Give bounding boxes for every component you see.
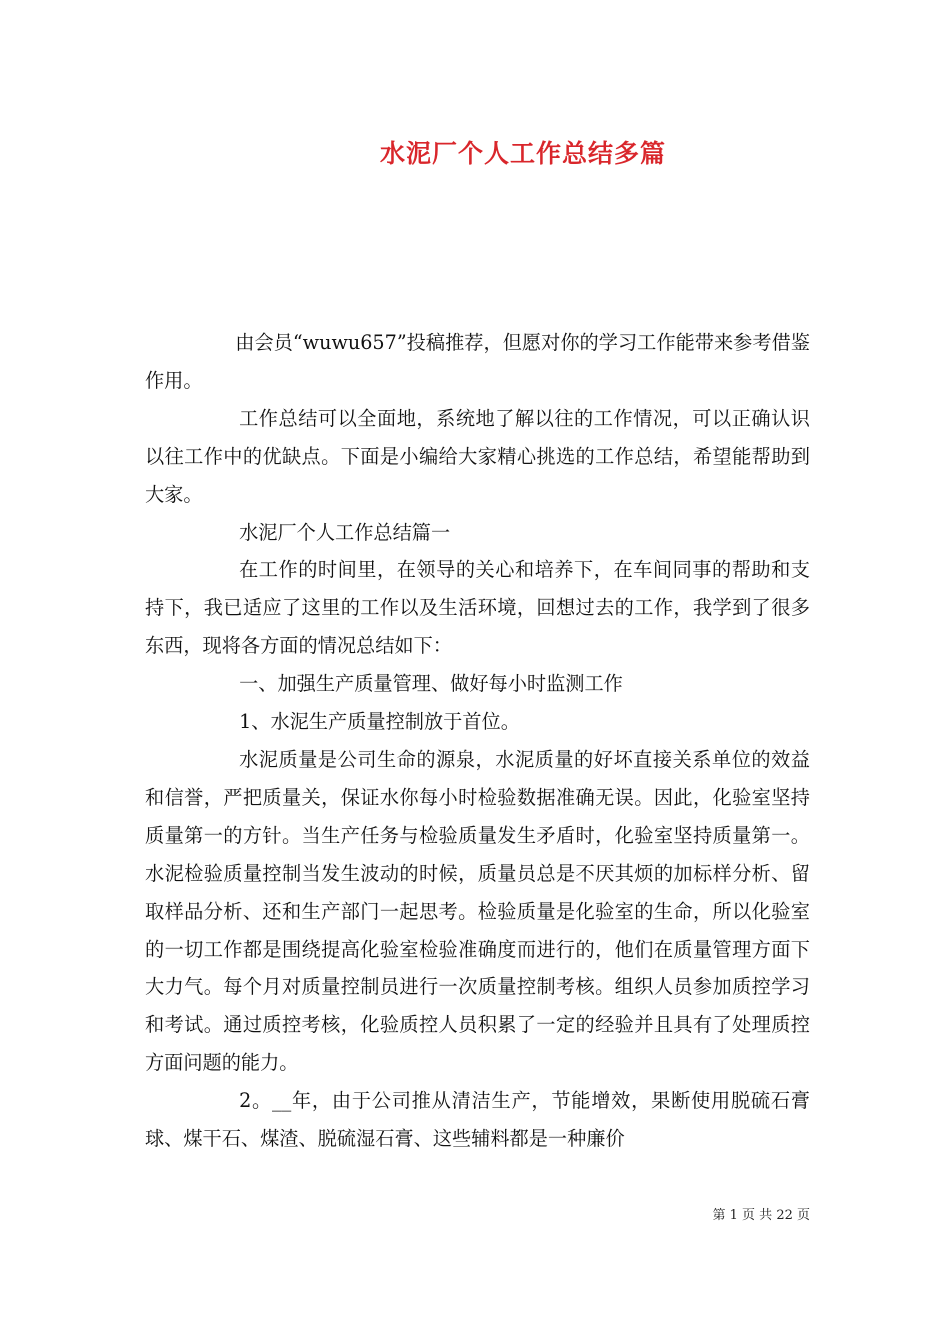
subheading-quality-first: 1、水泥生产质量控制放于首位。 (239, 710, 520, 734)
paragraph-intro: 由会员“wuwu657”投稿推荐，但愿对你的学习工作能带来参考借鉴作用。 (145, 331, 810, 392)
paragraph-quality-control: 水泥质量是公司生命的源泉，水泥质量的好坏直接关系单位的效益和信誉，严把质量关，保证水你每小时检验数据准确无误。因此，化验室坚持质量第一的方针。当生产任务与检验质量发生矛盾时，化验室坚持质量第一。水泥检验质量控制当发生波动的时候，质量员总是不厌其烦的加标样分析、留取样品分析、还和生产部门一起思考。检验质量是化验室的生命，所以化验室的一切工作都是围绕提高化验室检验准确度而进行的，他们在质量管理方面下大力气。每个月对质量控制员进行一次质量控制考核。组织人员参加质控学习和考试。通过质控考核，化验质控人员积累了一定的经验并且具有了处理质控方面问题的能力。 (145, 747, 810, 1075)
section-heading-part-one: 水泥厂个人工作总结篇一 (239, 520, 451, 544)
subheading-quality-management: 一、加强生产质量管理、做好每小时监测工作 (239, 672, 623, 696)
document-title: 水泥厂个人工作总结多篇 (380, 139, 667, 168)
paragraph-clean-production: 2。__年，由于公司推从清洁生产，节能增效，果断使用脱硫石膏球、煤干石、煤渣、脱硫湿石膏、这些辅料都是一种廉价 (145, 1089, 810, 1151)
document-body (145, 324, 810, 1158)
paragraph-work-overview: 在工作的时间里，在领导的关心和培养下，在车间同事的帮助和支持下，我已适应了这里的工作以及生活环境，回想过去的工作，我学到了很多东西，现将各方面的情况总结如下： (145, 558, 810, 658)
page-number-footer: 第 1 页 共 22 页 (712, 1208, 810, 1223)
paragraph-summary-purpose: 工作总结可以全面地，系统地了解以往的工作情况，可以正确认识以往工作中的优缺点。下面是小编给大家精心挑选的工作总结，希望能帮助到大家。 (145, 406, 810, 506)
